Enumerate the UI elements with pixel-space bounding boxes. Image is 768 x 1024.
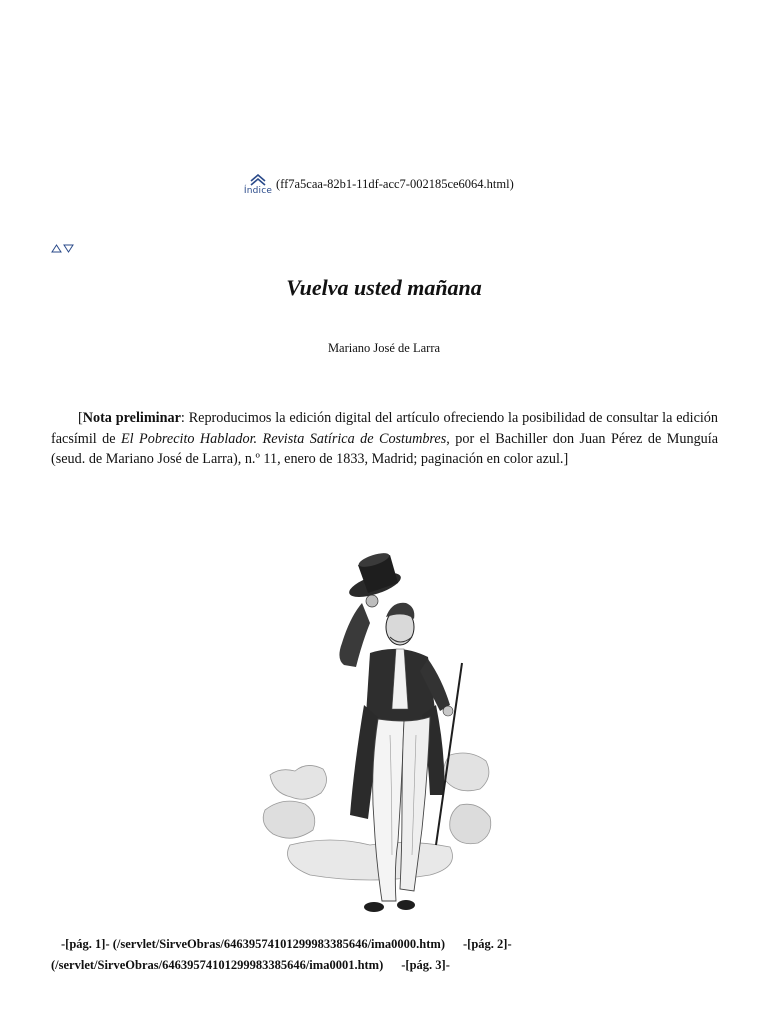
- page-link-2[interactable]: (/servlet/SirveObras/64639574101299983385646/ima0001.htm): [51, 958, 384, 972]
- page-link-1[interactable]: (/servlet/SirveObras/64639574101299983385646/ima0000.htm): [112, 937, 445, 951]
- nav-arrows: [51, 244, 74, 253]
- triangle-down-icon[interactable]: [63, 244, 74, 253]
- page-links: [51, 934, 731, 976]
- note-text-1: : Reproducimos la edición digital del artículo ofreciendo la posibilidad de consultar la edición facsímil de: [51, 410, 718, 447]
- index-link[interactable]: [242, 174, 514, 196]
- article-title: Vuelva usted mañana: [286, 275, 482, 300]
- note-text-2: , por el Bachiller don Juan Pérez de Munguía (seud. de Mariano José de Larra), n.º 11, enero de 1833, Madrid; paginación en color azul.]: [51, 430, 718, 467]
- page-label-2[interactable]: -[pág. 2]-: [463, 937, 512, 951]
- index-icon-label: Índice: [243, 186, 273, 196]
- note-open-bracket: [: [78, 410, 83, 426]
- chevron-up-icon: [248, 174, 268, 186]
- note-label: Nota preliminar: [82, 410, 181, 426]
- man-tipping-hat-illustration: [250, 545, 520, 917]
- index-icon[interactable]: [242, 174, 274, 196]
- note-publication: El Pobrecito Hablador. Revista Satírica de Costumbres: [121, 430, 447, 447]
- triangle-up-icon[interactable]: [51, 244, 62, 253]
- preliminary-note: [51, 408, 718, 470]
- page-label-3[interactable]: -[pág. 3]-: [401, 958, 450, 972]
- page-label-1[interactable]: -[pág. 1]-: [61, 937, 110, 951]
- index-url[interactable]: (ff7a5caa-82b1-11df-acc7-002185ce6064.html): [276, 177, 514, 191]
- article-author: Mariano José de Larra: [327, 341, 441, 355]
